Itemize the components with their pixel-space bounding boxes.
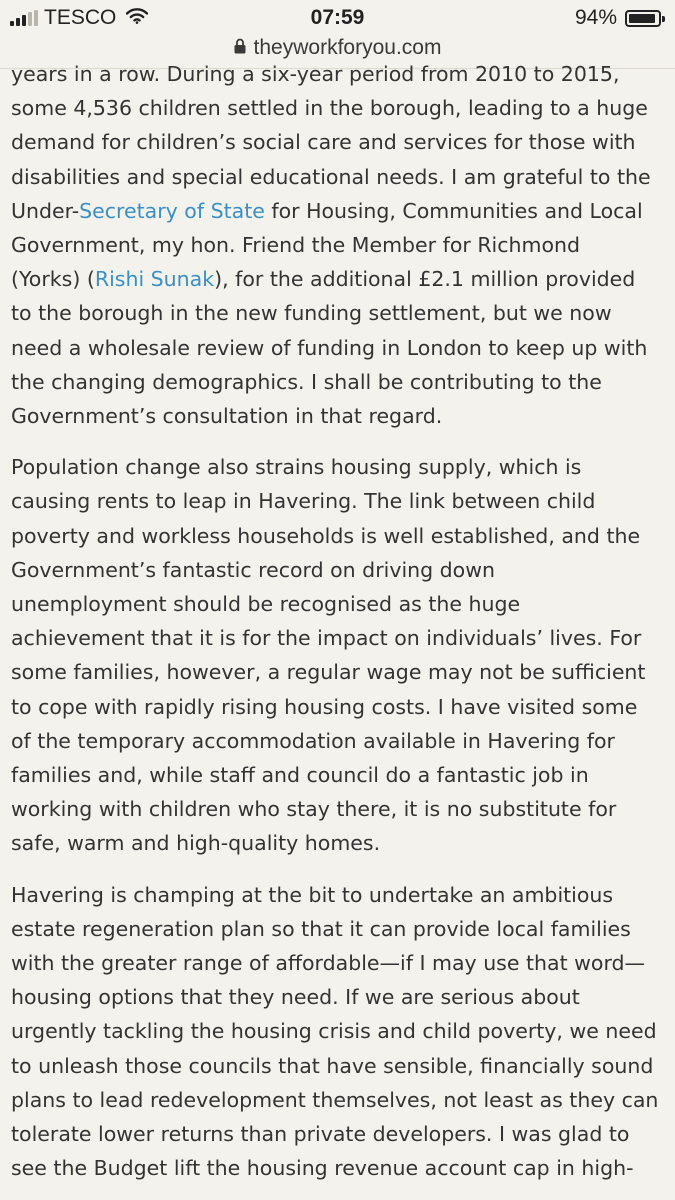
text-fragment: ), for the additional £2.1 million provided (214, 267, 636, 292)
text-line: estate regeneration plan so that it can provide local families (11, 916, 631, 941)
text-line: to the borough in the new funding settlement, but we now (11, 301, 612, 326)
text-line: housing options that they need. If we are serious about (11, 985, 580, 1010)
text-line: to cope with rapidly rising housing costs. I have visited some (11, 694, 638, 719)
paragraph (11, 450, 661, 860)
url-text: theyworkforyou.com (253, 36, 442, 59)
debate-text (11, 62, 661, 1186)
text-line: see the Budget lift the housing revenue account cap in high- (11, 1156, 634, 1181)
secretary-of-state-link[interactable]: Secretary of State (79, 198, 265, 223)
paragraph (11, 878, 661, 1186)
text-fragment: (Yorks) ( (11, 267, 95, 292)
text-line: Havering is champing at the bit to undertake an ambitious (11, 882, 614, 907)
text-line: tolerate lower returns than private developers. I was glad to (11, 1122, 630, 1147)
text-fragment: Under- (11, 198, 80, 223)
clock: 07:59 (310, 6, 365, 29)
battery-icon (625, 10, 661, 27)
text-line: safe, warm and high-quality homes. (11, 831, 381, 856)
text-line: urgently tackling the housing crisis and child poverty, we need (11, 1019, 657, 1044)
text-line: Population change also strains housing supply, which is (11, 455, 582, 480)
text-line: families and, while staff and council do a fantastic job in (11, 763, 589, 788)
text-line: of the temporary accommodation available in Havering for (11, 728, 615, 753)
paragraph (11, 57, 661, 433)
text-line: disabilities and special educational needs. I am grateful to the (11, 164, 651, 189)
text-line: poverty and workless households is well established, and the (11, 523, 641, 548)
text-line: the changing demographics. I shall be contributing to the (11, 369, 602, 394)
text-line: to unleash those councils that have sensible, financially sound (11, 1053, 654, 1078)
text-line: Government’s fantastic record on driving down (11, 557, 495, 582)
battery-percent: 94% (574, 6, 617, 29)
battery-group (575, 6, 661, 30)
text-line: with the greater range of affordable—if I may use that word— (11, 951, 646, 976)
text-line (11, 194, 661, 228)
rishi-sunak-link[interactable]: Rishi Sunak (94, 267, 215, 292)
text-line: years in a row. During a six-year period from 2010 to 2015, (11, 62, 620, 86)
text-fragment: for Housing, Communities and Local (264, 198, 643, 223)
text-line (11, 262, 661, 296)
carrier-name: TESCO (44, 6, 117, 29)
text-line: need a wholesale review of funding in London to keep up with (11, 335, 648, 360)
text-line: some 4,536 children settled in the borough, leading to a huge (11, 96, 648, 121)
text-line: causing rents to leap in Havering. The link between child (11, 489, 596, 514)
text-line: unemployment should be recognised as the huge (11, 592, 521, 617)
text-line: some families, however, a regular wage may not be sufficient (11, 660, 646, 685)
text-line: plans to lead redevelopment themselves, not least as they can (11, 1087, 659, 1112)
text-line: working with children who stay there, it is no substitute for (11, 797, 617, 822)
text-line: Government, my hon. Friend the Member for Richmond (11, 233, 581, 258)
text-line: demand for children’s social care and services for those with (11, 130, 636, 155)
text-line: Government’s consultation in that regard. (11, 404, 443, 429)
text-line: achievement that it is for the impact on individuals’ lives. For (11, 626, 642, 651)
